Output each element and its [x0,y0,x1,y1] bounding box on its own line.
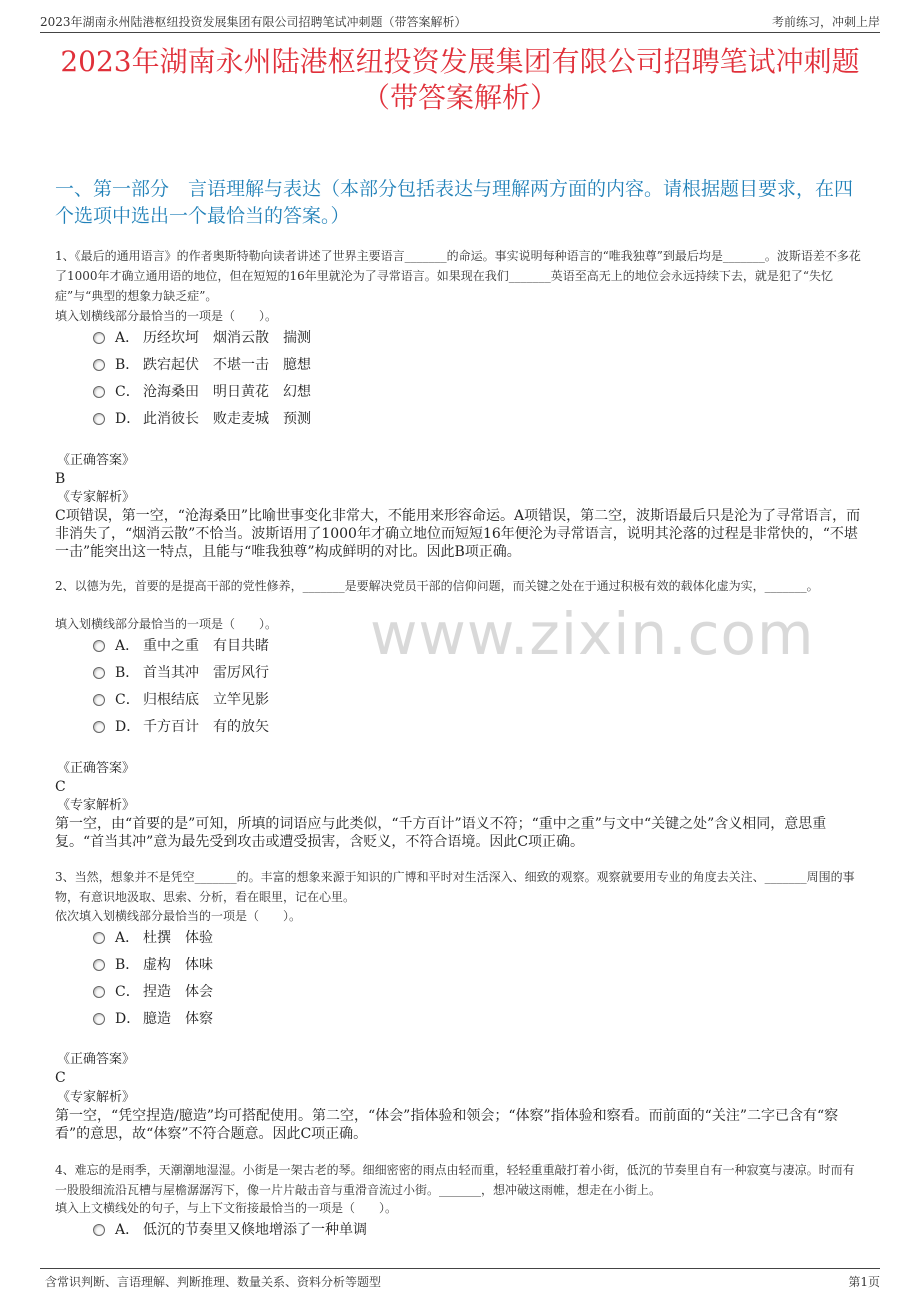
question-3-explanation: 第一空，“凭空捏造/臆造”均可搭配使用。第二空，“体会”指体验和领会；“体察”指体验和察看。而前面的“关注”二字已含有“察看”的意思，故“体察”不符合题意。因此C项正确。 [55,1108,839,1142]
document-title: 2023年湖南永州陆港枢纽投资发展集团有限公司招聘笔试冲刺题（带答案解析） [60,45,860,114]
footer-topics: 含常识判断、言语理解、判断推理、数量关系、资料分析等题型 [45,1275,382,1289]
question-2-option-b[interactable]: B． 首当其冲 雷厉风行 [93,663,283,683]
section-heading: 一、第一部分 言语理解与表达（本部分包括表达与理解两方面的内容。请根据题目要求，在四个选项中选出一个最恰当的答案。） [55,178,854,227]
question-2-prompt: 填入划横线部分最恰当的一项是（ ）。 [55,617,278,631]
question-3-prompt: 依次填入划横线部分最恰当的一项是（ ）。 [55,909,302,923]
radio-icon[interactable] [93,694,105,706]
radio-icon[interactable] [93,1013,105,1025]
radio-icon[interactable] [93,640,105,652]
page-header [40,12,880,33]
question-1-answer-label: 《正确答案》 [57,453,136,468]
question-2-option-d[interactable]: D． 千方百计 有的放矢 [93,717,283,737]
question-1-explain-label: 《专家解析》 [57,490,136,505]
question-3-option-d[interactable]: D． 臆造 体察 [93,1009,227,1029]
question-1-option-a[interactable]: A． 历经坎坷 烟消云散 揣测 [93,328,325,348]
question-3-option-b[interactable]: B． 虚构 体味 [93,955,227,975]
radio-icon[interactable] [93,359,105,371]
question-4-option-a[interactable]: A． 低沉的节奏里又倏地增添了一种单调 [93,1220,381,1240]
question-4-stem: 4、难忘的是雨季，天潮潮地湿湿。小街是一架古老的琴。细细密密的雨点由轻而重，轻轻重重敲打着小街，低沉的节奏里自有一种寂寞与凄凉。时而有一股股细流沿瓦槽与屋檐潺潺泻下，像一片片敲击音与重滑音流过小街。_______，想冲破这雨帷，想走在小街上。 [55,1163,855,1197]
question-3-option-a[interactable]: A． 杜撰 体验 [93,928,227,948]
radio-icon[interactable] [93,932,105,944]
question-2-explain-label: 《专家解析》 [57,798,136,813]
radio-icon[interactable] [93,721,105,733]
question-4-prompt: 填入上文横线处的句子，与上下文衔接最恰当的一项是（ ）。 [55,1201,398,1215]
question-1-option-c[interactable]: C． 沧海桑田 明日黄花 幻想 [93,382,325,402]
question-2-explanation: 第一空，由“首要的是”可知，所填的词语应与此类似，“千方百计”语义不符；“重中之重”与文中“关键之处”含义相同，意思重复。“首当其冲”意为最先受到攻击或遭受损害，含贬义，不符合语境。因此C项正确。 [55,816,827,850]
header-slogan: 考前练习，冲刺上岸 [771,15,880,29]
radio-icon[interactable] [93,1224,105,1236]
page-footer [40,1268,880,1289]
radio-icon[interactable] [93,959,105,971]
question-2-answer-label: 《正确答案》 [57,761,136,776]
page-number: 第1页 [848,1275,880,1289]
radio-icon[interactable] [93,986,105,998]
radio-icon[interactable] [93,386,105,398]
question-3-answer-label: 《正确答案》 [57,1052,136,1067]
question-1-explanation: C项错误，第一空，“沧海桑田”比喻世事变化非常大，不能用来形容命运。A项错误，第二空，波斯语最后只是沦为了寻常语言，而非消失了，“烟消云散”不恰当。波斯语用了1000年才确立地位而短短16年便沦为寻常语言，说明其沦落的过程是非常快的，“不堪一击”能突出这一特点，且能与“唯我独尊”构成鲜明的对比。因此B项正确。 [55,508,861,560]
header-doc-title: 2023年湖南永州陆港枢纽投资发展集团有限公司招聘笔试冲刺题（带答案解析） [40,15,467,29]
radio-icon[interactable] [93,667,105,679]
question-1-answer: B [55,471,66,487]
question-1-stem: 1、《最后的通用语言》的作者奥斯特勒向读者讲述了世界主要语言_______的命运。事实说明每种语言的“唯我独尊”到最后均是_______。波斯语差不多花了1000年才确立通用语的地位，但在短短的16年里就沦为了寻常语言。如果现在我们_______英语至高无上的地位会永远持续下去，就是犯了“失忆症”与“典型的想象力缺乏症”。 [55,249,861,303]
question-3-option-c[interactable]: C． 捏造 体会 [93,982,227,1002]
radio-icon[interactable] [93,332,105,344]
question-3-explain-label: 《专家解析》 [57,1090,136,1105]
watermark: www.zixin.com [370,600,815,668]
radio-icon[interactable] [93,413,105,425]
question-2-option-c[interactable]: C． 归根结底 立竿见影 [93,690,283,710]
question-2-stem: 2、以德为先，首要的是提高干部的党性修养，_______是要解决党员干部的信仰问题，而关键之处在于通过积极有效的载体化虚为实，_______。 [55,579,819,593]
question-3-stem: 3、当然，想象并不是凭空_______的。丰富的想象来源于知识的广博和平时对生活深入、细致的观察。观察就要用专业的角度去关注、_______周围的事物，有意识地汲取、思索、分析，看在眼里，记在心里。 [55,870,855,904]
question-1-option-b[interactable]: B． 跌宕起伏 不堪一击 臆想 [93,355,325,375]
question-3-answer: C [55,1070,66,1086]
question-1-option-d[interactable]: D． 此消彼长 败走麦城 预测 [93,409,325,429]
question-2-option-a[interactable]: A． 重中之重 有目共睹 [93,636,283,656]
question-1-prompt: 填入划横线部分最恰当的一项是（ ）。 [55,309,278,323]
question-2-answer: C [55,779,66,795]
